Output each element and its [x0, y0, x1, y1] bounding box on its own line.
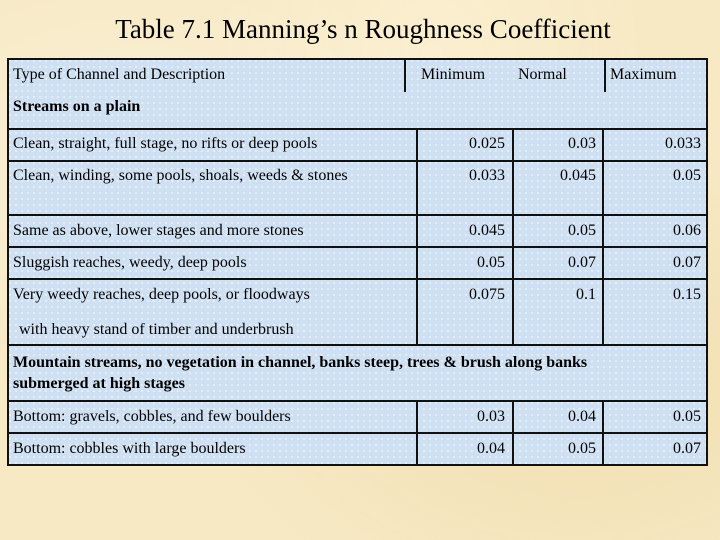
table-row-desc-continued: with heavy stand of timber and underbrush	[19, 321, 294, 338]
col-divider	[602, 400, 604, 466]
col-divider	[512, 400, 514, 466]
table-cell-min: 0.04	[477, 440, 505, 457]
table-cell-min: 0.05	[477, 254, 505, 271]
header-col-divider	[404, 58, 406, 92]
col-divider	[416, 400, 418, 466]
table-cell-min: 0.025	[469, 135, 505, 152]
table-cell-max: 0.033	[665, 135, 701, 152]
table-cell-min: 0.075	[469, 286, 505, 303]
table-cell-normal: 0.07	[568, 254, 596, 271]
header-maximum: Maximum	[610, 66, 677, 83]
table-border-right	[706, 58, 708, 466]
table-row-desc: Bottom: gravels, cobbles, and few boulders	[13, 408, 291, 425]
table-cell-normal: 0.1	[576, 286, 596, 303]
table-cell-normal: 0.045	[560, 167, 596, 184]
table-cell-max: 0.15	[673, 286, 701, 303]
table-row-desc: Same as above, lower stages and more stones	[13, 222, 304, 239]
table-row-desc: Clean, straight, full stage, no rifts or deep pools	[13, 135, 318, 152]
table-border-top	[7, 58, 708, 60]
roughness-table	[7, 58, 708, 466]
table-cell-min: 0.045	[469, 222, 505, 239]
table-cell-normal: 0.05	[568, 222, 596, 239]
table-cell-max: 0.07	[673, 440, 701, 457]
table-cell-min: 0.033	[469, 167, 505, 184]
header-minimum: Minimum	[421, 66, 486, 83]
table-cell-max: 0.05	[673, 408, 701, 425]
table-row-desc: Clean, winding, some pools, shoals, weeds & stones	[13, 167, 348, 184]
table-cell-normal: 0.05	[568, 440, 596, 457]
table-cell-normal: 0.04	[568, 408, 596, 425]
table-cell-normal: 0.03	[568, 135, 596, 152]
header-type: Type of Channel and Description	[13, 66, 226, 83]
col-divider	[512, 128, 514, 346]
section-label-streams-plain: Streams on a plain	[13, 98, 141, 115]
table-row-desc: Bottom: cobbles with large boulders	[13, 440, 246, 457]
section-label-mountain-streams-line2: submerged at high stages	[13, 375, 186, 392]
table-row-desc: Very weedy reaches, deep pools, or floodways	[13, 286, 310, 303]
col-divider	[602, 128, 604, 346]
table-cell-max: 0.06	[673, 222, 701, 239]
header-col-divider	[604, 58, 606, 92]
table-border-left	[7, 58, 9, 466]
page-title: Table 7.1 Manning’s n Roughness Coefficient	[115, 14, 611, 44]
table-row-desc: Sluggish reaches, weedy, deep pools	[13, 254, 247, 271]
header-normal: Normal	[518, 66, 567, 83]
table-cell-max: 0.05	[673, 167, 701, 184]
col-divider	[416, 128, 418, 346]
table-cell-min: 0.03	[477, 408, 505, 425]
table-cell-max: 0.07	[673, 254, 701, 271]
section-label-mountain-streams: Mountain streams, no vegetation in channel, banks steep, trees & brush along banks	[13, 354, 588, 371]
